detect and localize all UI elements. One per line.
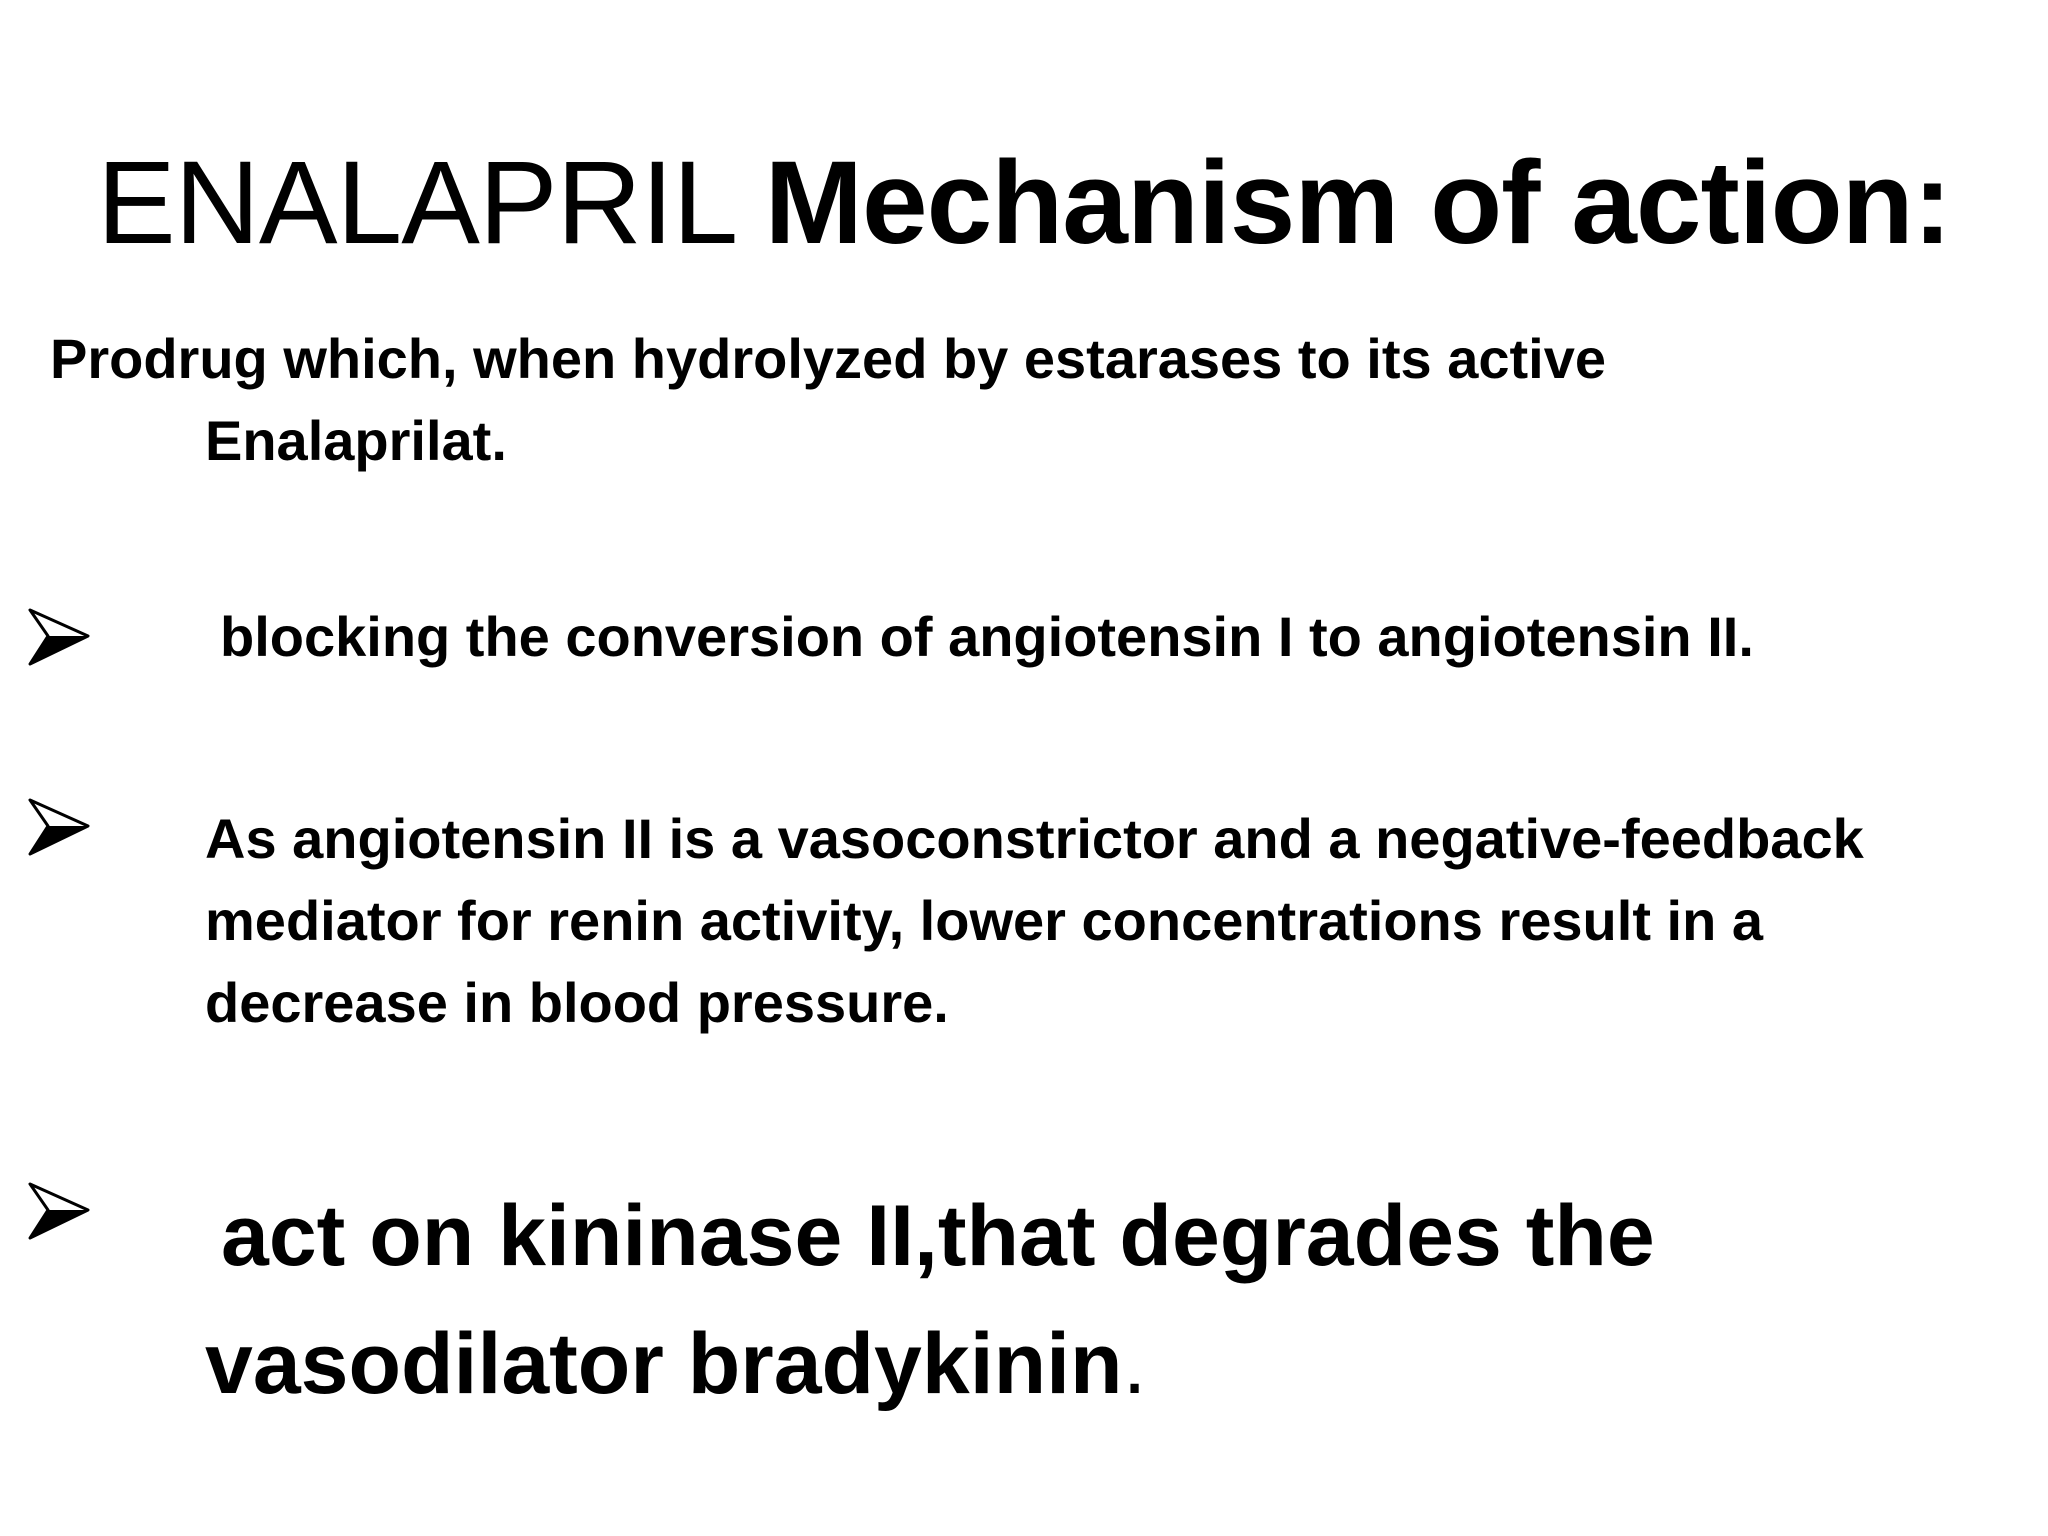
bullet-2 xyxy=(205,798,1864,1044)
bullet-3-line-2-wrap xyxy=(205,1300,1655,1428)
slide-title xyxy=(0,138,2048,268)
arrowhead-bullet-icon xyxy=(28,606,90,668)
bullet-2-line-2: mediator for renin activity, lower concentrations result in a xyxy=(205,889,1763,952)
bullet-3 xyxy=(205,1172,1655,1428)
intro-line-2: Enalaprilat. xyxy=(205,409,507,472)
bullet-2-line-1: As angiotensin II is a vasoconstrictor and a negative-feedback xyxy=(205,807,1864,870)
bullet-3-trailing: . xyxy=(1122,1316,1147,1412)
arrowhead-bullet-icon xyxy=(28,796,90,858)
title-heading: Mechanism of action: xyxy=(764,137,1952,269)
bullet-3-line-1: act on kininase II,that degrades the xyxy=(221,1188,1655,1284)
intro-paragraph xyxy=(50,318,1606,482)
bullet-2-line-3: decrease in blood pressure. xyxy=(205,971,949,1034)
bullet-1-line-1: blocking the conversion of angiotensin I to angiotensin II. xyxy=(220,605,1754,668)
title-drug-name: ENALAPRIL xyxy=(96,137,733,269)
bullet-3-line-2: vasodilator bradykinin xyxy=(205,1316,1123,1412)
intro-line-1: Prodrug which, when hydrolyzed by estarases to its active xyxy=(50,327,1606,390)
arrowhead-bullet-icon xyxy=(28,1180,90,1242)
bullet-1 xyxy=(220,596,1754,678)
